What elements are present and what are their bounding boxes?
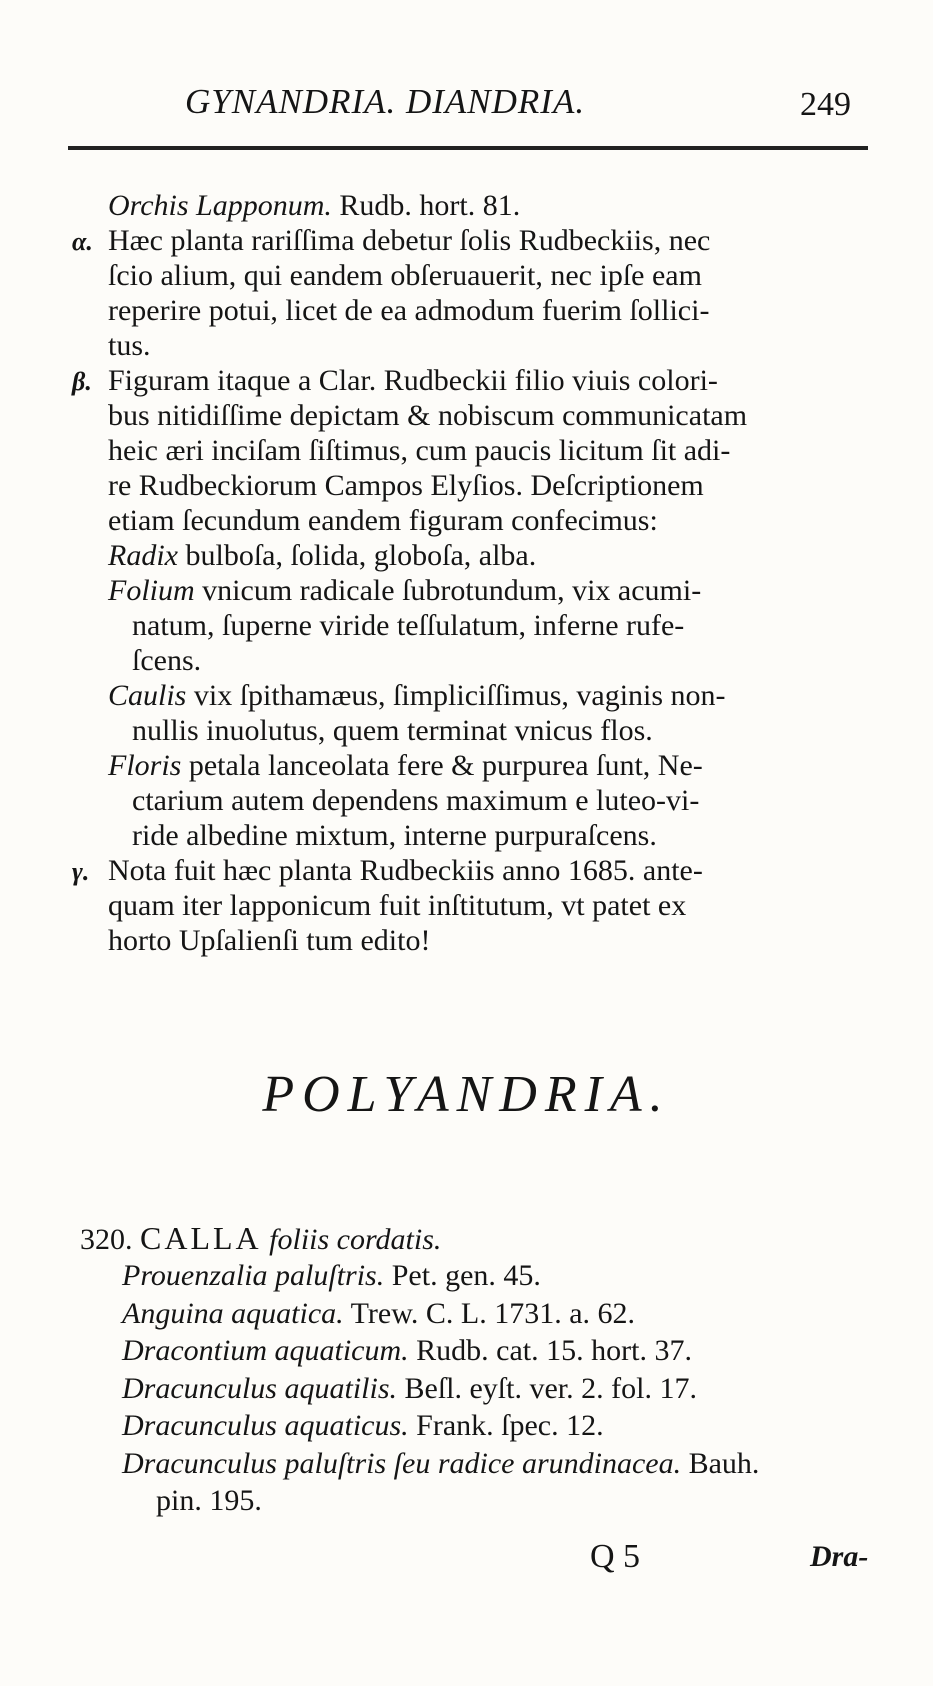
text-span: etiam ſecundum eandem figuram confecimus:: [108, 504, 658, 537]
text-span: Nota fuit hæc planta Rudbeckiis anno 1685. ante-: [108, 854, 703, 887]
text-line: [122, 1446, 759, 1482]
text-line: [132, 818, 657, 854]
italic-text: Orchis Lapponum.: [108, 189, 332, 222]
text-span: ſcio alium, qui eandem obſeruauerit, nec ipſe eam: [108, 259, 702, 292]
text-line: [132, 783, 699, 819]
entry-heading: [80, 1220, 441, 1258]
text-span: ctarium autem dependens maximum e luteo-vi-: [132, 784, 700, 817]
text-line: [108, 573, 701, 609]
text-span: Rudb. cat. 15. hort. 37.: [408, 1334, 692, 1367]
text-span: Hæc planta rariſſima debetur ſolis Rudbeckiis, nec: [108, 224, 711, 257]
text-span: nullis inuolutus, quem terminat vnicus flos.: [132, 714, 653, 747]
text-line: [122, 1258, 541, 1294]
text-span: reperire potui, licet de ea admodum fuerim ſollici-: [108, 294, 710, 327]
text-span: vix ſpithamæus, ſimpliciſſimus, vaginis non-: [186, 679, 726, 712]
text-span: re Rudbeckiorum Campos Elyſios. Deſcriptionem: [108, 469, 704, 502]
italic-text: Prouenzalia paluſtris.: [122, 1259, 385, 1292]
text-span: Trew. C. L. 1731. a. 62.: [343, 1296, 636, 1330]
text-line: [122, 1333, 692, 1369]
text-span: bulboſa, ſolida, globoſa, alba.: [177, 539, 537, 572]
italic-text: Floris: [108, 749, 182, 782]
text-line: [108, 398, 747, 434]
text-span: natum, ſuperne viride teſſulatum, inferne rufe-: [132, 609, 685, 642]
text-span: Pet. gen. 45.: [384, 1259, 541, 1292]
text-line: [108, 223, 710, 259]
text-line: [132, 643, 201, 679]
text-span: heic æri inciſam ſiſtimus, cum paucis licitum ſit adi-: [108, 434, 731, 467]
text-span: bus nitidiſſime depictam & nobiscum communicatam: [108, 399, 748, 432]
genus-name: CALLA: [140, 1220, 262, 1256]
text-line: [132, 608, 684, 644]
text-line: [156, 1483, 262, 1519]
text-line: [108, 503, 658, 539]
italic-text: Dracunculus paluſtris ſeu radice arundinacea.: [122, 1446, 682, 1480]
catchword: Dra-: [810, 1540, 869, 1573]
text-line: [132, 713, 653, 749]
text-line: [108, 328, 151, 364]
text-line: [108, 188, 520, 224]
paragraph-marker: β.: [72, 367, 92, 396]
text-span: Figuram itaque a Clar. Rudbeckii filio viuis colori-: [108, 364, 718, 397]
text-span: petala lanceolata fere & purpurea ſunt, Ne-: [181, 749, 703, 782]
text-span: Beſl. eyſt. ver. 2. fol. 17.: [397, 1371, 697, 1405]
paragraph-marker: α.: [72, 227, 93, 256]
italic-text: Folium: [108, 574, 195, 607]
text-line: [108, 363, 718, 399]
text-span: horto Upſalienſi tum edito!: [108, 924, 431, 957]
text-line: [122, 1408, 604, 1444]
italic-text: Anguina aquatica.: [122, 1296, 344, 1330]
italic-text: Dracunculus aquaticus.: [122, 1409, 409, 1442]
text-line: [108, 258, 702, 294]
text-span: Bauh.: [681, 1446, 760, 1480]
diagnosis: foliis cordatis.: [269, 1223, 442, 1256]
text-span: ride albedine mixtum, interne purpuraſcens.: [132, 819, 657, 852]
text-span: pin. 195.: [156, 1484, 262, 1517]
text-line: [122, 1371, 697, 1407]
text-line: [108, 538, 536, 574]
text-span: ſcens.: [132, 644, 202, 677]
italic-text: Caulis: [108, 679, 187, 712]
text-line: [108, 888, 686, 924]
paragraph-marker: γ.: [72, 857, 90, 886]
running-header: GYNANDRIA. DIANDRIA.: [185, 82, 586, 121]
italic-text: Dracunculus aquatilis.: [122, 1371, 397, 1405]
text-line: [108, 748, 703, 784]
text-span: Rudb. hort. 81.: [331, 189, 521, 222]
text-line: [108, 433, 730, 469]
entry-number: 320.: [80, 1223, 133, 1256]
text-line: [108, 468, 704, 504]
text-line: [108, 923, 430, 959]
text-line: [108, 293, 709, 329]
section-title: POLYANDRIA.: [262, 1066, 671, 1123]
italic-text: Dracontium aquaticum.: [122, 1334, 409, 1367]
signature-mark: Q 5: [590, 1538, 641, 1575]
italic-text: Radix: [108, 539, 178, 572]
text-span: tus.: [108, 329, 151, 362]
text-span: Frank. ſpec. 12.: [408, 1409, 604, 1442]
text-line: [122, 1296, 635, 1332]
text-span: vnicum radicale ſubrotundum, vix acumi-: [194, 574, 702, 607]
header-rule: [68, 146, 868, 150]
text-line: [108, 678, 726, 714]
text-span: quam iter lapponicum fuit inſtitutum, vt patet ex: [108, 889, 687, 922]
text-line: [108, 853, 703, 889]
page-number: 249: [800, 86, 851, 123]
